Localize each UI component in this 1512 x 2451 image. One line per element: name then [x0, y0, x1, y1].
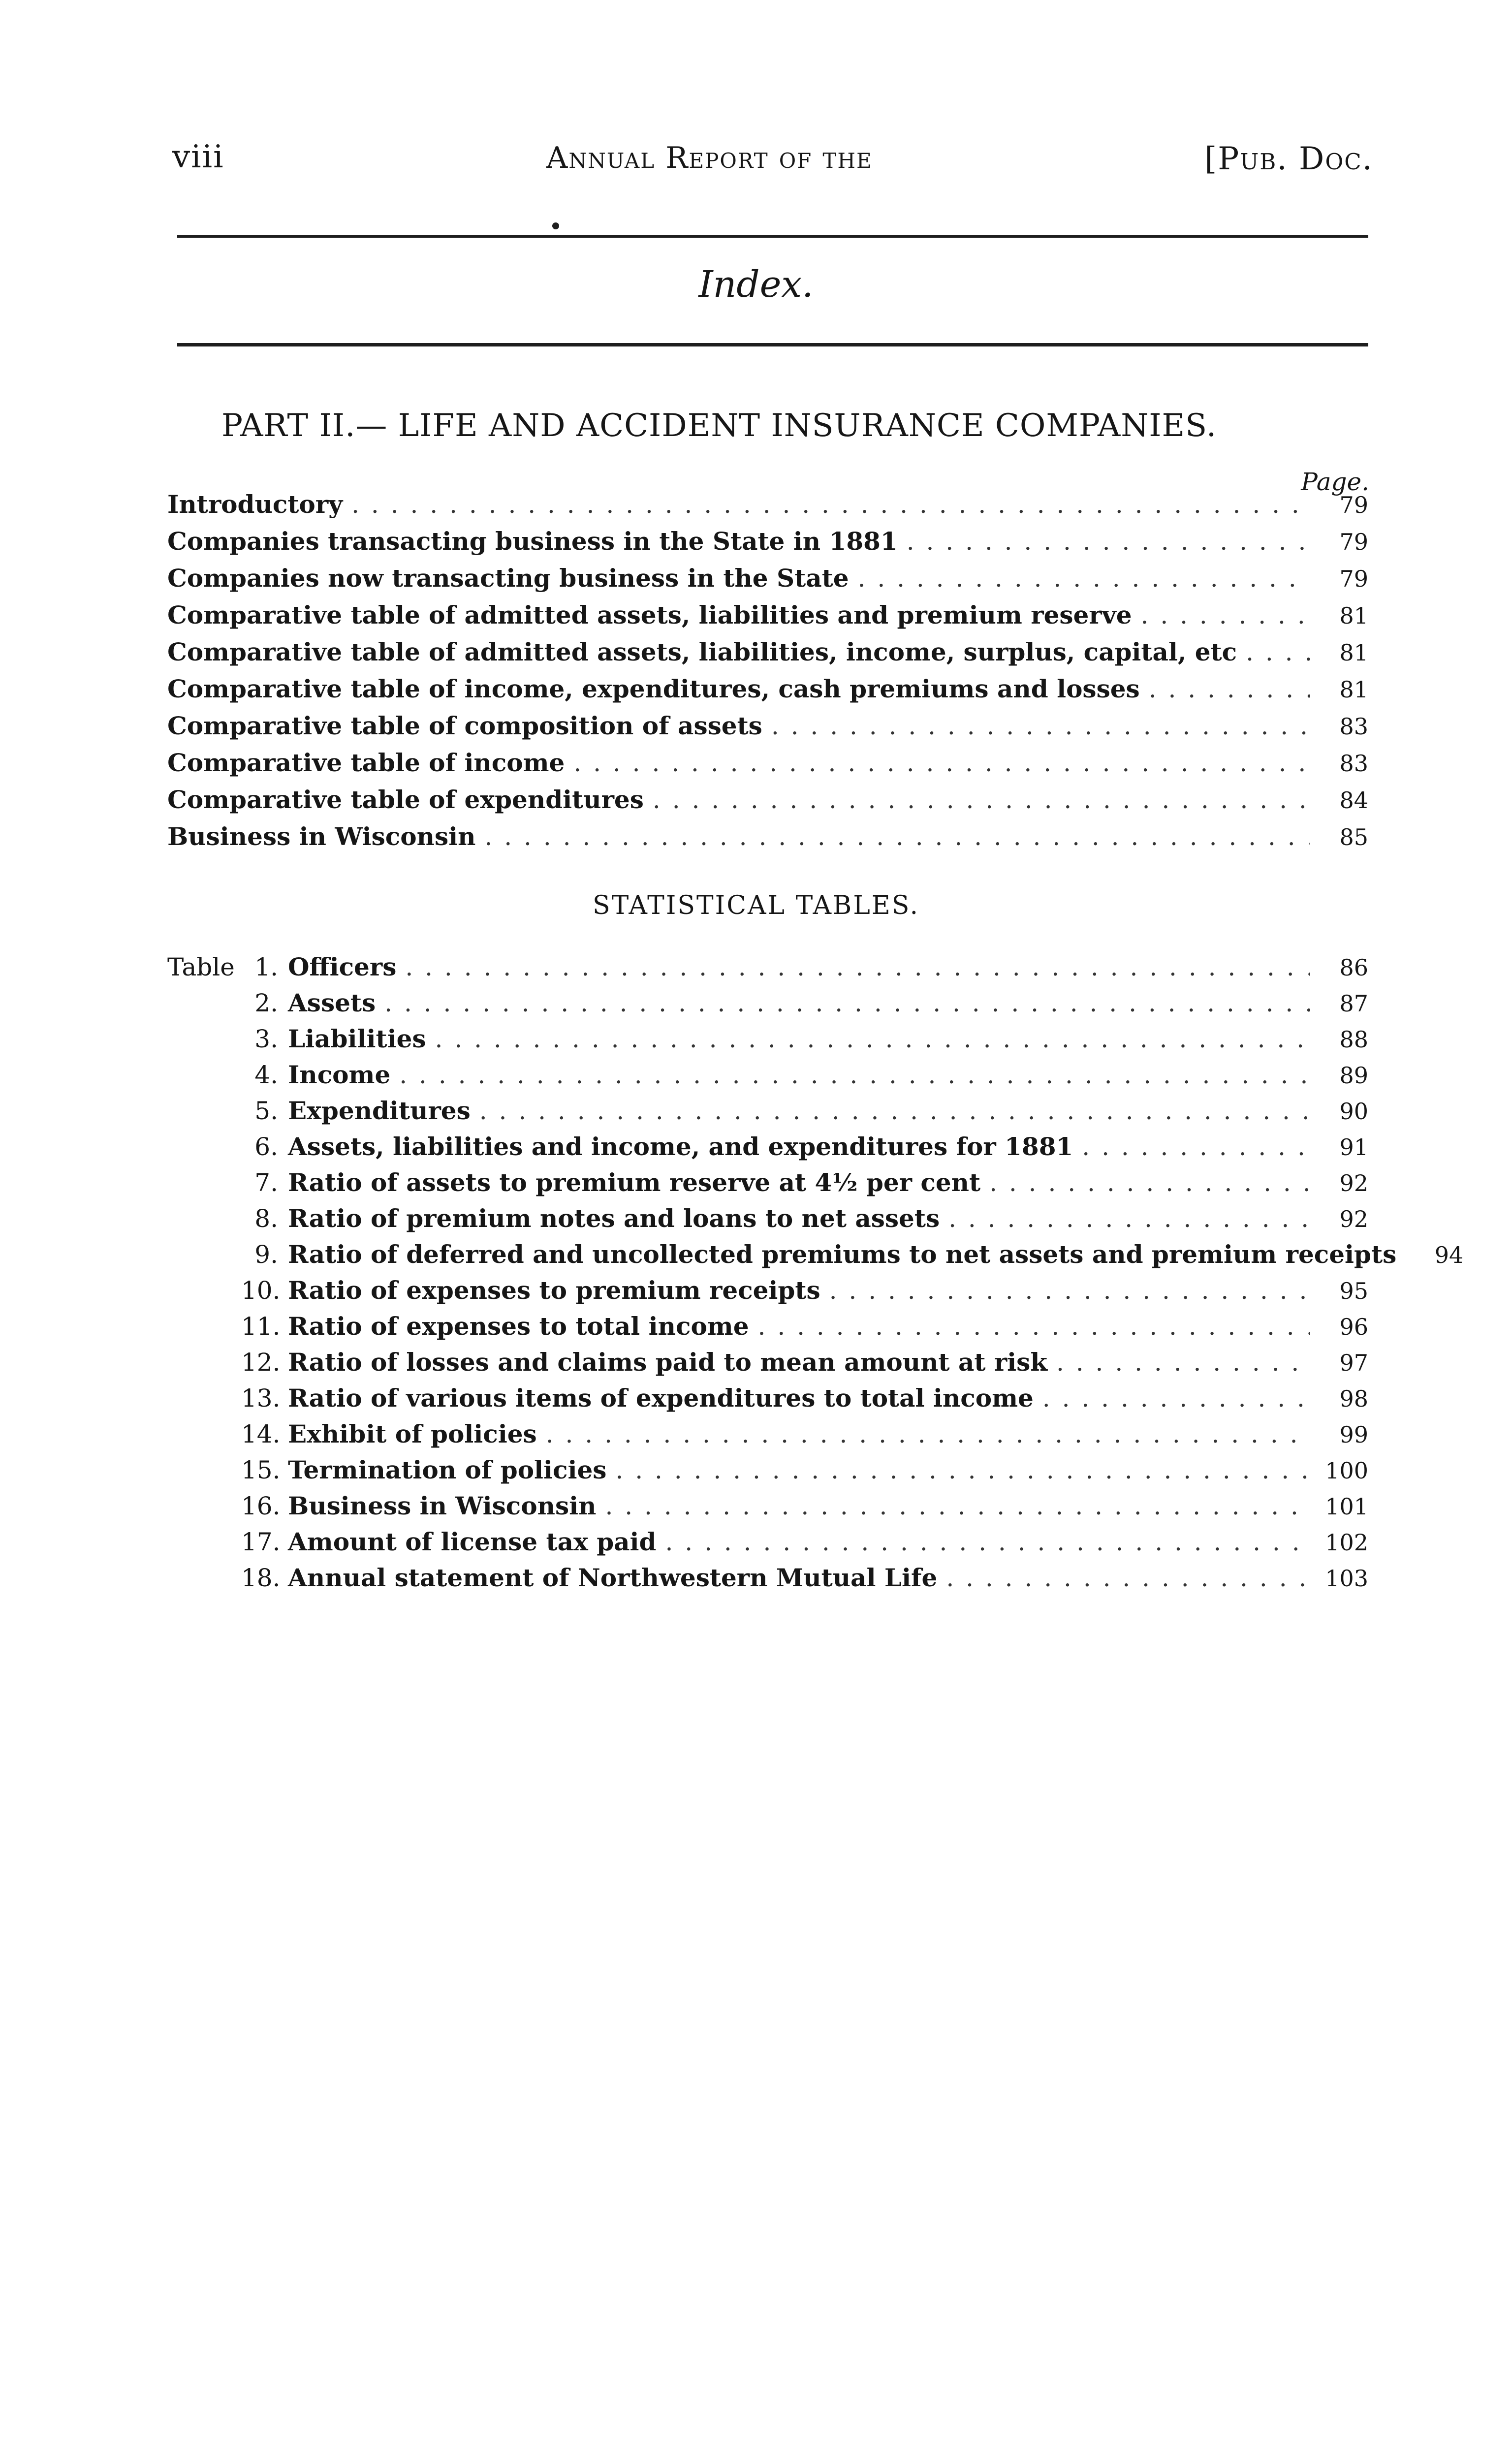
table-entry — [167, 1383, 1368, 1419]
running-title: Annual Report of the — [546, 141, 873, 175]
entry-page: 90 — [1339, 1098, 1368, 1125]
dot-leader — [653, 786, 1310, 814]
table-entry — [167, 1276, 1368, 1312]
table-number: 16. — [241, 1492, 281, 1520]
index-entry — [167, 711, 1368, 748]
entry-label: Ratio of various items of expenditures to total income — [288, 1383, 1034, 1413]
dot-leader — [1149, 675, 1310, 703]
dot-leader — [665, 1528, 1310, 1556]
table-number: 2. — [254, 989, 278, 1017]
table-number: 18. — [241, 1564, 281, 1592]
entry-page: 89 — [1339, 1062, 1368, 1089]
table-entry — [167, 1312, 1368, 1348]
entry-label: Liabilities — [288, 1024, 426, 1053]
entry-label: Assets, liabilities and income, and expenditures for 1881 — [288, 1132, 1073, 1161]
entry-label: Introductory — [167, 490, 343, 519]
dot-leader — [384, 989, 1310, 1017]
entry-page: 95 — [1339, 1278, 1368, 1304]
table-entry — [167, 1132, 1368, 1168]
entry-label: Comparative table of composition of assets — [167, 711, 762, 740]
dot-leader — [399, 1061, 1310, 1089]
entry-page: 81 — [1339, 602, 1368, 629]
table-entry — [167, 1348, 1368, 1383]
dot-leader — [829, 1276, 1310, 1305]
entry-page: 84 — [1339, 787, 1368, 814]
index-entry — [167, 785, 1368, 822]
table-entry — [167, 988, 1368, 1024]
dot-leader — [948, 1204, 1310, 1233]
entry-label: Business in Wisconsin — [167, 822, 476, 851]
entry-label: Comparative table of income, expenditures, cash premiums and losses — [167, 674, 1140, 703]
entry-label: Termination of policies — [288, 1455, 607, 1484]
table-entry — [167, 1204, 1368, 1240]
table-number: 14. — [241, 1420, 281, 1448]
table-entry — [167, 1168, 1368, 1204]
dot-leader — [435, 1025, 1310, 1053]
entry-label: Comparative table of admitted assets, liabilities and premium reserve — [167, 600, 1132, 629]
entry-label: Comparative table of admitted assets, liabilities, income, surplus, capital, etc — [167, 637, 1237, 666]
entry-label: Ratio of assets to premium reserve at 4½ per cent — [288, 1168, 981, 1197]
entry-label: Expenditures — [288, 1096, 471, 1125]
table-prefix: Table — [167, 953, 235, 981]
entry-label: Companies now transacting business in the State — [167, 564, 849, 593]
table-number: 15. — [241, 1456, 281, 1484]
entry-label: Ratio of expenses to total income — [288, 1312, 749, 1341]
entry-page: 96 — [1339, 1314, 1368, 1340]
index-entry — [167, 490, 1368, 527]
index-entry — [167, 564, 1368, 600]
entry-page: 98 — [1339, 1385, 1368, 1412]
dot-leader — [1042, 1384, 1310, 1413]
entry-label: Exhibit of policies — [288, 1419, 537, 1448]
entry-label: Ratio of expenses to premium receipts — [288, 1276, 820, 1305]
dot-leader — [907, 527, 1310, 556]
entry-label: Officers — [288, 952, 397, 981]
table-number: 7. — [254, 1168, 278, 1197]
entry-page: 101 — [1325, 1493, 1368, 1520]
entry-page: 92 — [1339, 1170, 1368, 1196]
table-number: 5. — [254, 1097, 278, 1125]
dot-leader — [479, 1097, 1310, 1125]
doc-reference: [Pub. Doc. — [1204, 141, 1373, 177]
entry-label: Business in Wisconsin — [288, 1491, 597, 1520]
table-entry — [167, 1024, 1368, 1060]
part-entries-list — [167, 490, 1368, 859]
entry-page: 85 — [1339, 824, 1368, 850]
entry-page: 100 — [1325, 1457, 1368, 1484]
index-entry — [167, 600, 1368, 637]
table-number: 4. — [254, 1061, 278, 1089]
table-entry — [167, 1096, 1368, 1132]
ornament-dot — [552, 222, 559, 229]
table-number: 9. — [254, 1240, 278, 1269]
entry-label: Comparative table of income — [167, 748, 565, 777]
entry-page: 87 — [1339, 990, 1368, 1017]
dot-leader — [1056, 1348, 1310, 1377]
dot-leader — [351, 490, 1310, 519]
entry-label: Assets — [288, 988, 376, 1017]
entry-page: 97 — [1339, 1350, 1368, 1376]
statistical-tables-list — [167, 952, 1464, 1599]
entry-page: 103 — [1325, 1565, 1368, 1592]
entry-label: Amount of license tax paid — [288, 1527, 657, 1556]
table-number: 12. — [241, 1348, 281, 1377]
table-number: 1. — [254, 953, 278, 981]
index-entry — [167, 637, 1368, 674]
entry-page: 99 — [1339, 1421, 1368, 1448]
dot-leader — [1082, 1132, 1310, 1161]
entry-label: Ratio of deferred and uncollected premiums to net assets and premium receipts — [288, 1240, 1397, 1269]
table-entry — [167, 1419, 1368, 1455]
table-entry — [167, 1455, 1368, 1491]
entry-page: 79 — [1339, 529, 1368, 555]
index-entry — [167, 748, 1368, 785]
header-rule — [177, 235, 1368, 238]
dot-leader — [1141, 601, 1310, 629]
table-number: 8. — [254, 1204, 278, 1233]
table-entry — [167, 1527, 1368, 1563]
entry-page: 94 — [1434, 1242, 1464, 1268]
dot-leader — [546, 1420, 1310, 1448]
entry-page: 83 — [1339, 750, 1368, 777]
entry-label: Ratio of premium notes and loans to net assets — [288, 1204, 940, 1233]
entry-label: Income — [288, 1060, 391, 1089]
entry-page: 88 — [1339, 1026, 1368, 1053]
dot-leader — [771, 712, 1310, 740]
entry-page: 81 — [1339, 639, 1368, 666]
entry-label: Companies transacting business in the State in 1881 — [167, 527, 898, 556]
entry-page: 83 — [1339, 713, 1368, 740]
dot-leader — [1246, 638, 1310, 666]
dot-leader — [615, 1456, 1310, 1484]
table-entry — [167, 1491, 1368, 1527]
entry-page: 79 — [1339, 566, 1368, 592]
entry-label: Ratio of losses and claims paid to mean amount at risk — [288, 1348, 1047, 1377]
table-entry — [167, 1240, 1464, 1276]
table-number: 10. — [241, 1276, 281, 1305]
table-number: 17. — [241, 1528, 281, 1556]
dot-leader — [758, 1312, 1310, 1341]
entry-label: Comparative table of expenditures — [167, 785, 644, 814]
running-header — [172, 139, 1373, 183]
entry-page: 81 — [1339, 676, 1368, 703]
index-entry — [167, 822, 1368, 859]
dot-leader — [858, 564, 1310, 593]
dot-leader — [989, 1168, 1310, 1197]
entry-label: Annual statement of Northwestern Mutual Life — [288, 1563, 938, 1592]
index-rule — [177, 343, 1368, 346]
part-title: PART II.— LIFE AND ACCIDENT INSURANCE COMPANIES. — [221, 408, 1217, 444]
page-column-label: Page. — [1301, 468, 1369, 496]
table-number: 11. — [241, 1312, 281, 1341]
table-number: 6. — [254, 1132, 278, 1161]
entry-page: 79 — [1339, 492, 1368, 518]
index-entry — [167, 674, 1368, 711]
page-number: viii — [172, 139, 224, 175]
table-entry — [167, 952, 1368, 988]
entry-page: 91 — [1339, 1134, 1368, 1161]
table-entry — [167, 1060, 1368, 1096]
statistical-tables-title: STATISTICAL TABLES. — [592, 891, 920, 920]
entry-page: 86 — [1339, 954, 1368, 981]
dot-leader — [605, 1492, 1310, 1520]
dot-leader — [573, 749, 1310, 777]
table-entry — [167, 1563, 1368, 1599]
entry-page: 92 — [1339, 1206, 1368, 1232]
index-title: Index. — [698, 263, 814, 306]
dot-leader — [484, 822, 1310, 851]
table-number: 13. — [241, 1384, 281, 1413]
index-entry — [167, 527, 1368, 564]
entry-page: 102 — [1325, 1529, 1368, 1556]
dot-leader — [405, 953, 1310, 981]
dot-leader — [946, 1564, 1310, 1592]
table-number: 3. — [254, 1025, 278, 1053]
